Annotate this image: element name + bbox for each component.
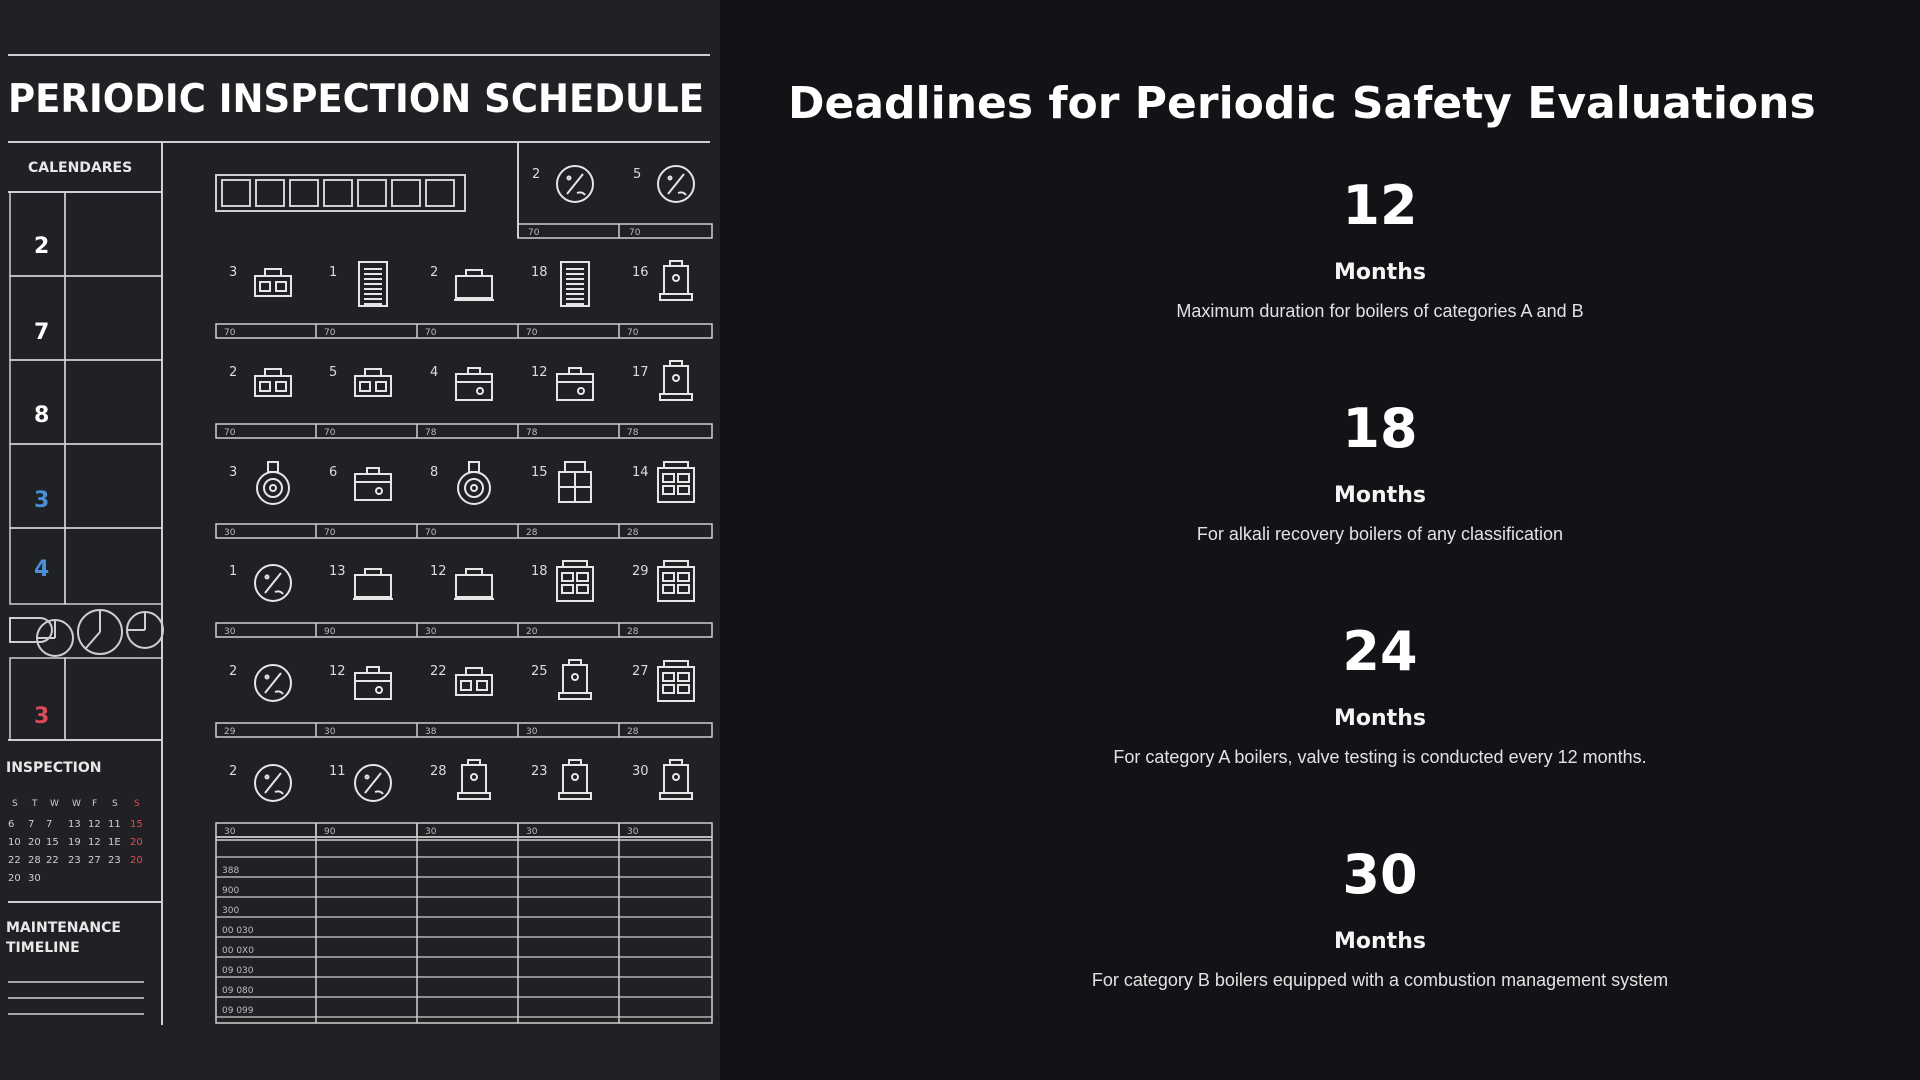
- mini-calendar-day: 22: [8, 855, 21, 866]
- grid-cell-number: 8: [430, 465, 439, 480]
- poster-title: PERIODIC INSPECTION SCHEDULE: [8, 77, 704, 122]
- gauge-icon: [255, 565, 291, 601]
- briefcase-icon: [353, 569, 393, 599]
- case-icon: [456, 368, 492, 400]
- row-label: 30: [526, 727, 538, 737]
- row-label: 28: [627, 528, 639, 538]
- mini-calendar-day: 1E: [108, 837, 121, 848]
- deadline-description: For category B boilers equipped with a combustion management system: [1091, 970, 1669, 990]
- grid-cell-number: 12: [531, 365, 548, 380]
- mini-calendar-day: 23: [68, 855, 81, 866]
- deadline-value: 30: [1342, 843, 1418, 906]
- checkbox: [290, 180, 318, 206]
- row-label: 70: [224, 328, 236, 338]
- machine-icon: [660, 361, 692, 400]
- gauge-icon: [355, 765, 391, 801]
- mini-calendar-day: 22: [46, 855, 59, 866]
- deadline-item-12: [920, 175, 1840, 323]
- maintenance-label: MAINTENANCE: [6, 920, 121, 936]
- deadline-unit: Months: [1334, 929, 1426, 954]
- cabinet-icon: [559, 462, 591, 502]
- document-icon: [359, 262, 387, 306]
- mini-calendar-day: 20: [130, 855, 143, 866]
- row-label: 70: [526, 328, 538, 338]
- checkbox: [426, 180, 454, 206]
- grid-cell-number: 30: [632, 764, 649, 779]
- gauge-icon: [255, 665, 291, 701]
- row-label: 78: [627, 428, 639, 438]
- grid-cell-number: 1: [329, 265, 338, 280]
- inspection-schedule-poster: [0, 0, 720, 1080]
- mini-calendar-day: 11: [108, 819, 121, 830]
- briefcase-icon: [454, 569, 494, 599]
- checkbox: [324, 180, 352, 206]
- grid-cell-number: 28: [430, 764, 447, 779]
- panel-icon: [557, 561, 593, 601]
- row-label: 30: [526, 827, 538, 837]
- checkbox: [222, 180, 250, 206]
- slide-content: [720, 0, 1920, 1080]
- row-label: 78: [526, 428, 538, 438]
- mini-calendar-day: 6: [8, 819, 15, 830]
- deadline-value: 18: [1342, 397, 1418, 460]
- deadline-value: 24: [1342, 620, 1418, 683]
- mini-calendar-day: 7: [46, 819, 53, 830]
- mini-calendar-day: 12: [88, 837, 101, 848]
- grid-cell-number: 12: [430, 564, 447, 579]
- table-row-label: 09 030: [222, 966, 254, 976]
- machine-icon: [559, 660, 591, 699]
- mini-calendar-day: 7: [28, 819, 35, 830]
- pie-chart-icons: [10, 610, 163, 656]
- case-icon: [557, 368, 593, 400]
- grid-cell-number: 2: [229, 664, 238, 679]
- row-label: 30: [224, 827, 236, 837]
- mini-calendar-weekday: F: [92, 799, 98, 809]
- table-row-label: 00 030: [222, 926, 254, 936]
- grid-cell-number: 27: [632, 664, 649, 679]
- grid-cell-number: 5: [329, 365, 338, 380]
- mini-calendar-day: 30: [28, 873, 41, 884]
- grid-cell-number: 1: [229, 564, 238, 579]
- grid-cell-number: 16: [632, 265, 649, 280]
- mini-calendar-weekday: T: [32, 799, 38, 809]
- bottom-table: [216, 837, 712, 1023]
- row-label: 30: [324, 727, 336, 737]
- row-label: 70: [324, 328, 336, 338]
- calendar-number: 4: [34, 557, 50, 582]
- table-row-label: 300: [222, 906, 240, 916]
- gauge-icon: [557, 166, 593, 202]
- grid-cell-number: 11: [329, 764, 346, 779]
- deadline-unit: Months: [1334, 483, 1426, 508]
- table-row-label: 900: [222, 886, 240, 896]
- mini-calendar-day: 20: [8, 873, 21, 884]
- mini-calendar-weekday: S: [112, 799, 118, 809]
- grid-cell-number: 4: [430, 365, 439, 380]
- row-label: 30: [224, 627, 236, 637]
- checkbox: [256, 180, 284, 206]
- case-icon: [355, 667, 391, 699]
- grid-cell-number: 22: [430, 664, 447, 679]
- deadline-item-18: [920, 398, 1840, 546]
- deadline-value: 12: [1342, 174, 1418, 237]
- grid-cell-number: 12: [329, 664, 346, 679]
- table-row-label: 388: [222, 866, 240, 876]
- machine-icon: [660, 261, 692, 300]
- mini-calendar-weekday: W: [72, 799, 81, 809]
- row-label: 30: [425, 627, 437, 637]
- grid-cell-number: 2: [229, 764, 238, 779]
- grid-cell-number: 2: [229, 365, 238, 380]
- panel-icon: [658, 462, 694, 502]
- gauge-icon: [255, 765, 291, 801]
- mini-calendar-day: 13: [68, 819, 81, 830]
- row-label: 29: [224, 727, 236, 737]
- calendar-number: 3: [34, 704, 50, 729]
- timeline-label: TIMELINE: [6, 940, 80, 956]
- calendar-number: 2: [34, 234, 50, 259]
- row-label: 70: [425, 328, 437, 338]
- mini-calendar-weekday: S: [134, 799, 140, 809]
- boiler-icon: [456, 668, 492, 695]
- case-icon: [355, 468, 391, 500]
- table-row-label: 00 0X0: [222, 946, 254, 956]
- mini-calendar-weekday: W: [50, 799, 59, 809]
- row-label: 30: [224, 528, 236, 538]
- calendar-number: 3: [34, 488, 50, 513]
- boiler-icon: [355, 369, 391, 396]
- document-icon: [561, 262, 589, 306]
- row-label: 20: [526, 627, 538, 637]
- machine-icon: [559, 760, 591, 799]
- grid-cell-number: 15: [531, 465, 548, 480]
- row-label: 70: [629, 228, 641, 238]
- table-row-label: 09 080: [222, 986, 254, 996]
- row-label: 30: [627, 827, 639, 837]
- mini-calendar-day: 10: [8, 837, 21, 848]
- deadline-description: For category A boilers, valve testing is conducted every 12 months.: [1113, 747, 1647, 767]
- grid-cell-number: 2: [430, 265, 439, 280]
- deadline-item-24: [920, 621, 1840, 769]
- grid-cell-number: 3: [229, 265, 238, 280]
- mini-calendar-day: 15: [130, 819, 143, 830]
- row-label: 70: [324, 428, 336, 438]
- panel-icon: [658, 661, 694, 701]
- grid-cell-number: 13: [329, 564, 346, 579]
- inspection-label: INSPECTION: [6, 760, 102, 776]
- deadline-unit: Months: [1334, 706, 1426, 731]
- gauge-icon: [658, 166, 694, 202]
- row-label: 70: [224, 428, 236, 438]
- calendars-label: CALENDARES: [28, 160, 133, 176]
- mini-calendar-day: 23: [108, 855, 121, 866]
- calendar-number: 7: [34, 320, 50, 345]
- table-row-label: 09 099: [222, 1006, 254, 1016]
- row-label: 90: [324, 827, 336, 837]
- deadline-item-30: [920, 844, 1840, 992]
- row-label: 28: [627, 727, 639, 737]
- boiler-icon: [255, 269, 291, 296]
- flask-icon: [257, 462, 289, 504]
- mini-calendar-day: 12: [88, 819, 101, 830]
- row-label: 38: [425, 727, 437, 737]
- mini-calendar-day: 20: [28, 837, 41, 848]
- panel-icon: [658, 561, 694, 601]
- calendar-number: 8: [34, 403, 50, 428]
- grid-cell-number: 18: [531, 564, 548, 579]
- flask-icon: [458, 462, 490, 504]
- row-label: 30: [425, 827, 437, 837]
- mini-calendar-day: 20: [130, 837, 143, 848]
- row-label: 70: [528, 228, 540, 238]
- mini-calendar-day: 15: [46, 837, 59, 848]
- deadline-unit: Months: [1334, 260, 1426, 285]
- row-label: 78: [425, 428, 437, 438]
- grid-cell-number: 29: [632, 564, 649, 579]
- deadline-description: Maximum duration for boilers of categories A and B: [1176, 301, 1584, 321]
- boiler-icon: [255, 369, 291, 396]
- grid-cell-number: 6: [329, 465, 338, 480]
- row-label: 70: [627, 328, 639, 338]
- row-label: 28: [627, 627, 639, 637]
- grid-cell-number: 25: [531, 664, 548, 679]
- grid-cell-number: 14: [632, 465, 649, 480]
- grid-cell-number: 23: [531, 764, 548, 779]
- grid-cell-number: 18: [531, 265, 548, 280]
- machine-icon: [458, 760, 490, 799]
- poster-artwork: [0, 0, 720, 1080]
- mini-calendar-weekday: S: [12, 799, 18, 809]
- row-label: 90: [324, 627, 336, 637]
- mini-calendar-day: 19: [68, 837, 81, 848]
- checkbox: [392, 180, 420, 206]
- grid-cell-number: 5: [633, 167, 642, 182]
- grid-cell-number: 17: [632, 365, 649, 380]
- mini-calendar-day: 28: [28, 855, 41, 866]
- slide-title: Deadlines for Periodic Safety Evaluations: [788, 78, 1816, 129]
- grid-cell-number: 2: [532, 167, 541, 182]
- grid-cell-number: 3: [229, 465, 238, 480]
- briefcase-icon: [454, 270, 494, 300]
- row-label: 28: [526, 528, 538, 538]
- deadline-description: For alkali recovery boilers of any classification: [1196, 524, 1564, 544]
- checkbox: [358, 180, 386, 206]
- row-label: 70: [425, 528, 437, 538]
- row-label: 70: [324, 528, 336, 538]
- machine-icon: [660, 760, 692, 799]
- mini-calendar-day: 27: [88, 855, 101, 866]
